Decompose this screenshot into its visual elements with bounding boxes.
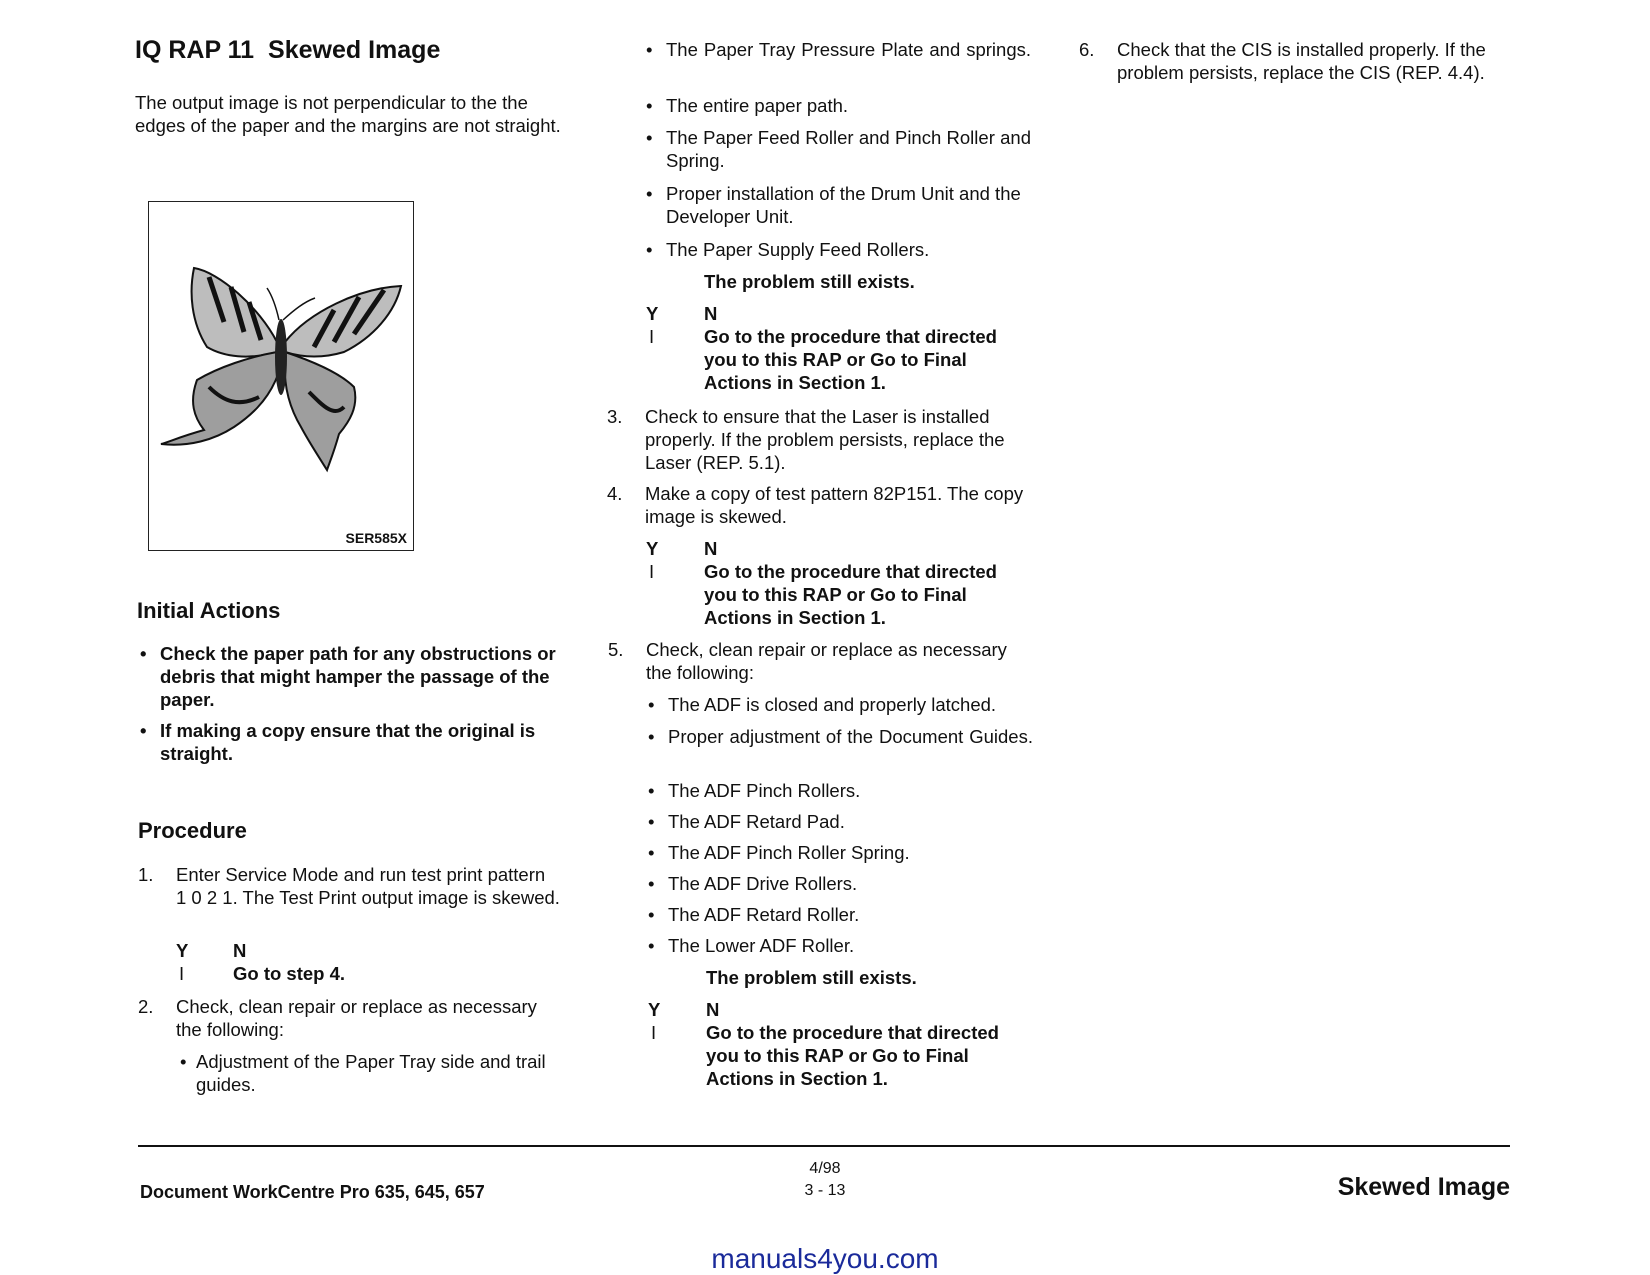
procedure-step-2: 2. Check, clean repair or replace as necessary the following:: [138, 996, 537, 1040]
step2-item: • The Paper Supply Feed Rollers.: [646, 239, 930, 260]
rap-code: IQ RAP 11: [135, 36, 255, 64]
step2-item: • The entire paper path.: [646, 95, 849, 116]
step5-item: • The Lower ADF Roller.: [648, 935, 855, 956]
step5-item: • The ADF Pinch Rollers.: [648, 780, 861, 801]
no-label: N: [233, 940, 247, 961]
initial-action-item: • Check the paper path for any obstructions or debris that might hamper the passage of the paper.: [140, 643, 556, 710]
procedure-heading: Procedure: [138, 818, 247, 843]
step5-item: • The ADF is closed and properly latched.: [648, 694, 997, 715]
yes-branch-bar: I: [649, 326, 655, 347]
step5-item: • The ADF Drive Rollers.: [648, 873, 858, 894]
intro-text: The output image is not perpendicular to the the edges of the paper and the margins are not straight.: [135, 92, 561, 136]
no-branch-action: Go to step 4.: [233, 963, 346, 984]
yes-branch-bar: I: [651, 1022, 657, 1043]
yes-label: Y: [646, 303, 659, 324]
no-branch-action: Go to the procedure that directed you to this RAP or Go to Final Actions in Section 1.: [704, 326, 997, 393]
yes-branch-bar: I: [649, 561, 655, 582]
yes-label: Y: [648, 999, 661, 1020]
yes-label: Y: [646, 538, 659, 559]
no-branch-action: Go to the procedure that directed you to this RAP or Go to Final Actions in Section 1.: [704, 561, 997, 628]
procedure-step-5: 5. Check, clean repair or replace as necessary the following:: [608, 639, 1007, 683]
footer-date: 4/98: [809, 1160, 841, 1177]
footer-section-title: Skewed Image: [1337, 1173, 1510, 1201]
procedure-step-3: 3. Check to ensure that the Laser is installed properly. If the problem persists, replace the Laser (REP. 5.1).: [607, 406, 1005, 473]
yes-branch-bar: I: [179, 963, 185, 984]
step2-item: • The Paper Tray Pressure Plate and springs.: [646, 39, 1031, 60]
step2-item: • The Paper Feed Roller and Pinch Roller and Spring.: [646, 127, 1031, 171]
figure-caption: SER585X: [345, 530, 407, 546]
no-branch-action: Go to the procedure that directed you to this RAP or Go to Final Actions in Section 1.: [706, 1022, 999, 1089]
step2-question: The problem still exists.: [704, 271, 915, 292]
yes-label: Y: [176, 940, 189, 961]
no-label: N: [704, 303, 718, 324]
footer-product: Document WorkCentre Pro 635, 645, 657: [140, 1182, 485, 1202]
step5-item: • Proper adjustment of the Document Guides.: [648, 726, 1033, 747]
footer-page-number: 3 - 13: [804, 1182, 846, 1199]
step5-item: • The ADF Retard Roller.: [648, 904, 860, 925]
no-label: N: [704, 538, 718, 559]
step2-item: • Proper installation of the Drum Unit and the Developer Unit.: [646, 183, 1021, 227]
procedure-step-4: 4. Make a copy of test pattern 82P151. The copy image is skewed.: [607, 483, 1024, 527]
butterfly-illustration-icon: [149, 202, 413, 550]
watermark-link[interactable]: manuals4you.com: [711, 1243, 939, 1274]
page-title: [135, 36, 440, 65]
step2-item: • Adjustment of the Paper Tray side and trail guides.: [180, 1051, 546, 1095]
step5-question: The problem still exists.: [706, 967, 917, 988]
procedure-step-6: 6. Check that the CIS is installed properly. If the problem persists, replace the CIS (REP. 4.4).: [1079, 39, 1486, 83]
figure-frame: [148, 201, 414, 551]
procedure-step-1: 1. Enter Service Mode and run test print pattern 1 0 2 1. The Test Print output image is skewed.: [138, 864, 560, 908]
step5-item: • The ADF Pinch Roller Spring.: [648, 842, 910, 863]
initial-actions-heading: Initial Actions: [137, 598, 281, 623]
footer-rule: [138, 1145, 1510, 1147]
initial-action-item: • If making a copy ensure that the original is straight.: [140, 720, 536, 764]
rap-name: Skewed Image: [268, 36, 441, 64]
step5-item: • The ADF Retard Pad.: [648, 811, 845, 832]
no-label: N: [706, 999, 720, 1020]
